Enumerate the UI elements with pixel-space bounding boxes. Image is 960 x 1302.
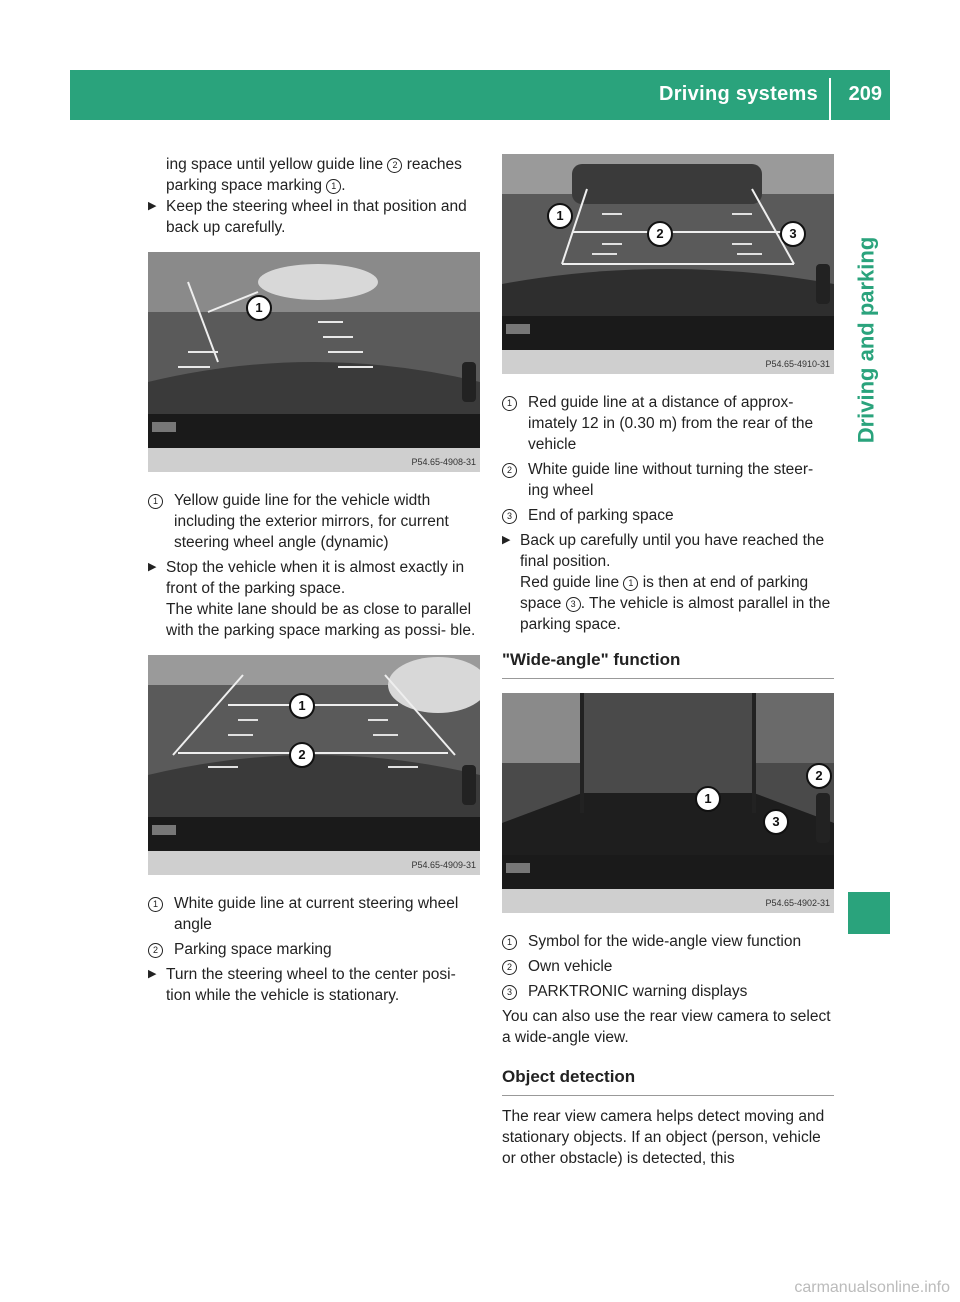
step-text: Stop the vehicle when it is almost exactly in front of the parking space. bbox=[166, 559, 465, 597]
chapter-tab bbox=[838, 236, 890, 444]
callout-1: 1 bbox=[547, 203, 573, 229]
legend-item bbox=[502, 981, 834, 1002]
step-text: Keep the steering wheel in that position and back up carefully. bbox=[166, 198, 467, 236]
arrow-icon: ▶ bbox=[502, 534, 511, 546]
legend-item bbox=[502, 505, 834, 526]
wide-angle-paragraph: You can also use the rear view camera to select a wide-angle view. bbox=[502, 1008, 831, 1046]
continued-paragraph bbox=[166, 154, 480, 196]
step-text: Back up carefully until you have reached the final position. bbox=[520, 532, 825, 570]
ref-number: 1 bbox=[623, 576, 638, 591]
watermark: carmanualsonline.info bbox=[794, 1279, 950, 1296]
left-column bbox=[148, 154, 480, 1010]
legend-text: White guide line at current steering wheel angle bbox=[174, 895, 459, 933]
callout-2: 2 bbox=[806, 763, 832, 789]
page-number: 209 bbox=[848, 83, 882, 105]
legend-number: 2 bbox=[502, 960, 517, 975]
legend-number: 3 bbox=[502, 509, 517, 524]
image-caption-strip bbox=[502, 350, 834, 374]
instruction-step bbox=[148, 964, 480, 1006]
arrow-icon: ▶ bbox=[148, 200, 157, 212]
callout-2: 2 bbox=[289, 742, 315, 768]
image-code: P54.65-4908-31 bbox=[411, 457, 476, 467]
legend-item bbox=[502, 459, 834, 501]
legend-item bbox=[502, 931, 834, 952]
page-header bbox=[70, 70, 890, 120]
step-note-2: is then at end of parking space bbox=[520, 574, 809, 612]
instruction-step bbox=[502, 530, 834, 635]
wide-angle-camera-view bbox=[502, 693, 834, 889]
step-note: The white lane should be as close to parallel with the parking space marking as possi- ble. bbox=[166, 601, 476, 639]
callout-3: 3 bbox=[780, 221, 806, 247]
callout-1: 1 bbox=[289, 693, 315, 719]
section-title: Driving systems bbox=[658, 83, 818, 105]
camera-image-1 bbox=[148, 252, 480, 472]
legend-number: 3 bbox=[502, 985, 517, 1000]
callout-3: 3 bbox=[763, 809, 789, 835]
chapter-marker bbox=[848, 892, 890, 934]
camera-image-4 bbox=[502, 693, 834, 913]
legend-text: PARKTRONIC warning displays bbox=[528, 983, 748, 1000]
legend-text: White guide line without turning the steer- ing wheel bbox=[528, 461, 814, 499]
legend-number: 1 bbox=[148, 897, 163, 912]
legend-item bbox=[502, 392, 834, 455]
legend-text: Red guide line at a distance of approx- imately 12 in (0.30 m) from the rear of the vehicle bbox=[528, 394, 814, 453]
legend-text: End of parking space bbox=[528, 507, 674, 524]
callout-1: 1 bbox=[695, 786, 721, 812]
legend-number: 2 bbox=[148, 943, 163, 958]
image-code: P54.65-4902-31 bbox=[765, 898, 830, 908]
instruction-step bbox=[148, 557, 480, 641]
image-caption-strip bbox=[148, 851, 480, 875]
legend-number: 1 bbox=[148, 494, 163, 509]
section-heading-wide-angle: "Wide-angle" function bbox=[502, 649, 834, 679]
image-code: P54.65-4909-31 bbox=[411, 860, 476, 870]
legend-text: Parking space marking bbox=[174, 941, 332, 958]
ref-number: 3 bbox=[566, 597, 581, 612]
legend-text: Own vehicle bbox=[528, 958, 613, 975]
legend-text: Symbol for the wide-angle view function bbox=[528, 933, 802, 950]
arrow-icon: ▶ bbox=[148, 968, 157, 980]
legend-number: 1 bbox=[502, 935, 517, 950]
image-caption-strip bbox=[148, 448, 480, 472]
chapter-tab-label: Driving and parking bbox=[853, 236, 879, 444]
camera-image-2 bbox=[148, 655, 480, 875]
instruction-step bbox=[148, 196, 480, 238]
section-heading-object-detection: Object detection bbox=[502, 1066, 834, 1096]
step-note: Red guide line bbox=[520, 574, 620, 591]
right-column bbox=[502, 154, 834, 1173]
continued-text-2: reaches parking space marking bbox=[166, 156, 462, 194]
legend-number: 1 bbox=[502, 396, 517, 411]
arrow-icon: ▶ bbox=[148, 561, 157, 573]
legend-item bbox=[502, 956, 834, 977]
ref-number: 2 bbox=[387, 158, 402, 173]
step-note-3: . The vehicle is almost parallel in the parking space. bbox=[520, 595, 831, 633]
rear-camera-view bbox=[148, 252, 480, 448]
image-code: P54.65-4910-31 bbox=[765, 359, 830, 369]
image-caption-strip bbox=[502, 889, 834, 913]
continued-text: ing space until yellow guide line bbox=[166, 156, 384, 173]
rear-camera-view bbox=[502, 154, 834, 350]
legend-text: Yellow guide line for the vehicle width including the exterior mirrors, for current steering wheel angle (dynamic) bbox=[174, 492, 449, 551]
object-detection-paragraph: The rear view camera helps detect moving and stationary objects. If an object (person, vehicle or other obstacle) is detected, this bbox=[502, 1108, 825, 1167]
legend-item bbox=[148, 490, 480, 553]
legend-number: 2 bbox=[502, 463, 517, 478]
header-divider bbox=[829, 78, 831, 120]
legend-item bbox=[148, 893, 480, 935]
ref-number: 1 bbox=[326, 179, 341, 194]
legend-item bbox=[148, 939, 480, 960]
camera-image-3 bbox=[502, 154, 834, 374]
callout-1: 1 bbox=[246, 295, 272, 321]
step-text: Turn the steering wheel to the center posi- tion while the vehicle is stationary. bbox=[166, 966, 456, 1004]
callout-2: 2 bbox=[647, 221, 673, 247]
continued-end: . bbox=[341, 177, 346, 194]
